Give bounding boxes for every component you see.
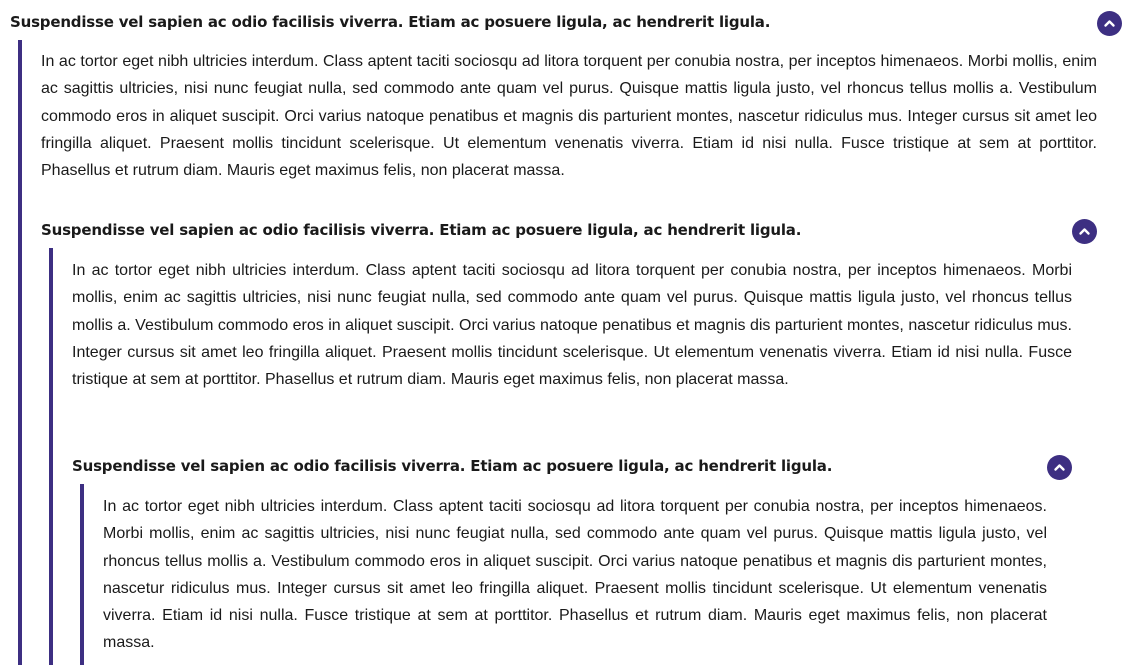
accordion-header-level2[interactable] <box>41 221 801 239</box>
accordion-rail-level1 <box>18 40 22 665</box>
accordion-body-level3: In ac tortor eget nibh ultricies interdum. Class aptent taciti sociosqu ad litora torquent per conubia nostra, per inceptos himenaeos. Morbi mollis, enim ac sagittis ultricies, nisi nunc feugiat nulla, sed commodo ante quam vel purus. Quisque mattis ligula justo, vel rhoncus tellus mollis a. Vestibulum commodo eros in aliquet suscipit. Orci varius natoque penatibus et magnis dis parturient montes, nascetur ridiculus mus. Integer cursus sit amet leo fringilla aliquet. Praesent mollis tincidunt scelerisque. Ut elementum venenatis viverra. Etiam id nisi nulla. Fusce tristique at sem at porttitor. Phasellus et rutrum diam. Mauris eget maximus felis, non placerat massa. <box>103 498 1047 652</box>
accordion-toggle-level3[interactable] <box>1047 455 1072 480</box>
accordion-body-level1: In ac tortor eget nibh ultricies interdum. Class aptent taciti sociosqu ad litora torquent per conubia nostra, per inceptos himenaeos. Morbi mollis, enim ac sagittis ultricies, nisi nunc feugiat nulla, sed commodo ante quam vel purus. Quisque mattis ligula justo, vel rhoncus tellus mollis a. Vestibulum commodo eros in aliquet suscipit. Orci varius natoque penatibus et magnis dis parturient montes, nascetur ridiculus mus. Integer cursus sit amet leo fringilla aliquet. Praesent mollis tincidunt scelerisque. Ut elementum venenatis viverra. Etiam id nisi nulla. Fusce tristique at sem at porttitor. Phasellus et rutrum diam. Mauris eget maximus felis, non placerat massa. <box>41 53 1097 180</box>
chevron-up-icon <box>1072 219 1097 244</box>
accordion-header-level3[interactable] <box>72 457 832 475</box>
accordion-toggle-level2[interactable] <box>1072 219 1097 244</box>
accordion-rail-level3 <box>80 484 84 665</box>
accordion-toggle-level1[interactable] <box>1097 11 1122 36</box>
accordion-header-level1[interactable] <box>10 13 770 31</box>
accordion-body-level2: In ac tortor eget nibh ultricies interdum. Class aptent taciti sociosqu ad litora torquent per conubia nostra, per inceptos himenaeos. Morbi mollis, enim ac sagittis ultricies, nisi nunc feugiat nulla, sed commodo ante quam vel purus. Quisque mattis ligula justo, vel rhoncus tellus mollis a. Vestibulum commodo eros in aliquet suscipit. Orci varius natoque penatibus et magnis dis parturient montes, nascetur ridiculus mus. Integer cursus sit amet leo fringilla aliquet. Praesent mollis tincidunt scelerisque. Ut elementum venenatis viverra. Etiam id nisi nulla. Fusce tristique at sem at porttitor. Phasellus et rutrum diam. Mauris eget maximus felis, non placerat massa. <box>72 262 1072 389</box>
chevron-up-icon <box>1047 455 1072 480</box>
accordion-title-level3: Suspendisse vel sapien ac odio facilisis viverra. Etiam ac posuere ligula, ac hendrerit ligula. <box>72 457 833 475</box>
accordion-title-level2: Suspendisse vel sapien ac odio facilisis viverra. Etiam ac posuere ligula, ac hendrerit ligula. <box>41 221 802 239</box>
chevron-up-icon <box>1097 11 1122 36</box>
accordion-title-level1: Suspendisse vel sapien ac odio facilisis viverra. Etiam ac posuere ligula, ac hendrerit ligula. <box>10 13 771 31</box>
accordion-rail-level2 <box>49 248 53 665</box>
